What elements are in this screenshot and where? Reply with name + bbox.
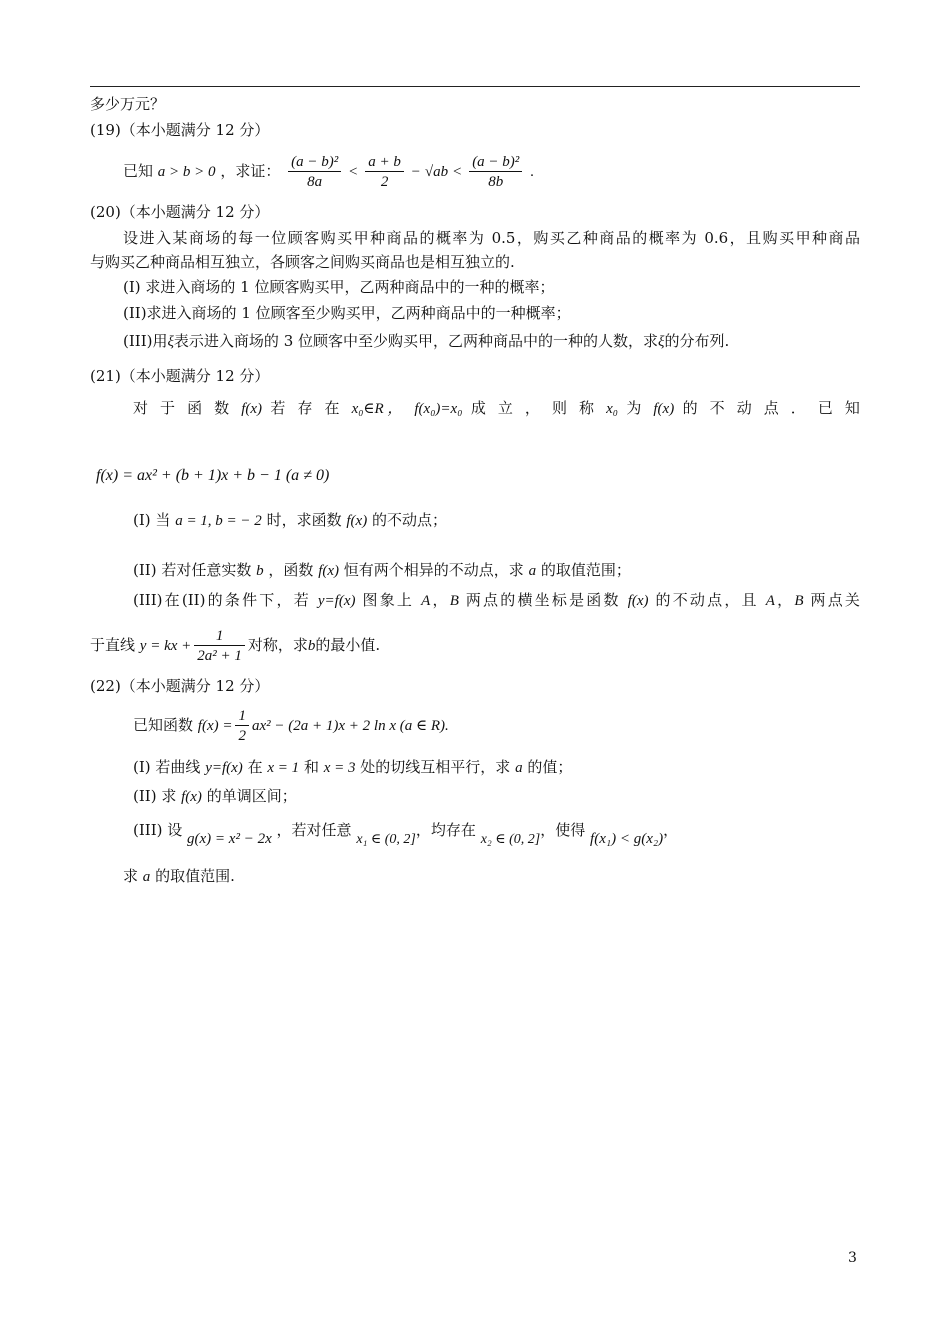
question-20-1: (I) 求进入商场的 1 位顾客购买甲，乙两种商品中的一种的概率；: [123, 278, 555, 296]
text-span: (III)在(II)的条件下，若: [133, 591, 311, 609]
math-inline: a > b > 0: [157, 164, 216, 180]
math-inline: x = 1: [267, 760, 300, 776]
question-21-3: [133, 590, 860, 611]
text-span: 的分布列.: [664, 332, 730, 350]
text-span: 已知函数: [133, 716, 194, 734]
text-span: 若 存 在: [270, 399, 344, 417]
text-span: ，均存在: [415, 821, 476, 839]
text-span: 于直线: [90, 636, 136, 654]
math-inline: f(x): [241, 401, 263, 417]
math-symbol: <: [452, 164, 462, 180]
math-inline: x₀: [606, 401, 618, 417]
denominator: 8b: [488, 173, 504, 190]
text-span: 求: [123, 867, 139, 885]
math-inline: f(x): [653, 401, 675, 417]
math-symbol: <: [349, 164, 358, 180]
math-inline: A: [765, 593, 775, 609]
text-span: 表示进入商场的 3 位顾客中至少购买甲，乙两种商品中的一种的人数，求: [173, 332, 659, 350]
math-inline: a: [515, 760, 523, 776]
question-22-2: [133, 786, 297, 807]
text-span: 两点关: [810, 591, 860, 609]
text-span: (II) 若对任意实数: [133, 561, 252, 579]
numerator: 1: [235, 707, 249, 726]
math-inline: f(x) =: [197, 718, 233, 734]
question-22-3-continued: [123, 866, 235, 887]
fraction: [469, 153, 522, 192]
problem-21-statement: [133, 398, 860, 419]
question-21-2: [133, 560, 631, 581]
numerator: 1: [194, 627, 245, 646]
math-inline: f(x₀)=x₀: [414, 401, 463, 417]
question-20-3: [123, 331, 729, 352]
text-span: 处的切线互相平行，求: [360, 758, 511, 776]
text-span: ，求证：: [220, 162, 281, 180]
denominator: 8a: [307, 173, 323, 190]
text-span: 图象上: [362, 591, 415, 609]
math-inline: a: [142, 869, 151, 885]
question-21-1: [133, 510, 447, 531]
text-span: ，: [774, 591, 795, 609]
math-inline: b: [307, 638, 316, 654]
text-span: ，使得: [540, 821, 586, 839]
math-inline: a = 1, b = − 2: [175, 513, 262, 529]
math-inline: ξ: [167, 334, 174, 350]
header-rule: [90, 86, 860, 87]
math-symbol: −: [411, 164, 421, 180]
text-span: ，: [430, 591, 450, 609]
math-inline: ax² − (2a + 1)x + 2 ln x (a ∈ R).: [251, 718, 449, 734]
fraction: [194, 627, 245, 666]
text-span: ，函数: [268, 561, 314, 579]
text-span: (I) 当: [133, 511, 171, 529]
text-span: (III) 设: [133, 821, 183, 839]
text-span: ，若对任意: [276, 821, 352, 839]
fraction: [365, 153, 404, 192]
text-span: 的不动点，且: [655, 591, 759, 609]
question-20-2: (II)求进入商场的 1 位顾客至少购买甲，乙两种商品中的一种概率；: [123, 304, 571, 322]
math-inline: B: [449, 593, 459, 609]
text-span: 成 立 ， 则 称: [470, 399, 598, 417]
text-span: 恒有两个相异的不动点，求: [343, 561, 524, 579]
text-span: 的不动点；: [372, 511, 448, 529]
denominator: 2a² + 1: [197, 647, 242, 664]
math-sqrt: √ab: [424, 164, 449, 180]
problem-20-heading: (20)（本小题满分 12 分）: [90, 203, 270, 221]
text-span: (II) 求: [133, 787, 177, 805]
math-inline: y=f(x): [205, 760, 243, 776]
math-inline: y = kx +: [139, 638, 192, 654]
text-span: 对 于 函 数: [133, 399, 233, 417]
problem-22-statement: [133, 702, 449, 749]
math-inline: x₁ ∈ (0, 2]: [356, 832, 416, 847]
math-inline: f(x): [627, 593, 649, 609]
math-inline: f(x): [318, 563, 340, 579]
text-span: ，: [663, 821, 679, 839]
fraction: [288, 153, 341, 192]
problem-21-heading: (21)（本小题满分 12 分）: [90, 367, 270, 385]
page-number: 3: [848, 1250, 857, 1266]
math-inline: a: [528, 563, 537, 579]
fraction: [235, 707, 249, 746]
text-line: 设进入某商场的每一位顾客购买甲种商品的概率为 0.5，购买乙种商品的概率为 0.6，且购买甲种商品: [123, 229, 860, 247]
text-span: 的单调区间；: [206, 787, 297, 805]
numerator: a + b: [365, 153, 404, 172]
text-span: 两点的横坐标是函数: [465, 591, 621, 609]
denominator: 2: [238, 727, 246, 744]
numerator: (a − b)²: [469, 153, 522, 172]
text-span: 的值；: [527, 758, 573, 776]
math-inline: x = 3: [323, 760, 356, 776]
problem-22-heading: (22)（本小题满分 12 分）: [90, 677, 270, 695]
text-span: 已知: [123, 162, 154, 180]
text-span: 的取值范围.: [155, 867, 235, 885]
math-inline: f(x): [181, 789, 202, 805]
math-symbol: .: [530, 164, 534, 180]
problem-19-statement: [123, 146, 534, 197]
text-span: (III)用: [123, 332, 168, 350]
math-inline: f(x): [346, 513, 368, 529]
math-inline: A: [421, 593, 431, 609]
question-22-1: [133, 757, 572, 778]
math-inline: b: [256, 563, 264, 579]
math-inline: B: [794, 593, 804, 609]
text-span: 对称，求: [247, 636, 308, 654]
problem-19-heading: (19)（本小题满分 12 分）: [90, 121, 270, 139]
text-span: 时，求函数: [266, 511, 342, 529]
math-inline: f(x₁) < g(x₂): [590, 831, 664, 847]
text-span: 为: [626, 399, 645, 417]
math-inline: x₀∈R，: [351, 401, 406, 417]
denominator: 2: [380, 173, 389, 190]
text-line: 多少万元？: [90, 95, 166, 113]
math-inline: g(x) = x² − 2x: [187, 831, 272, 847]
math-inline: ξ: [658, 334, 665, 350]
math-inline: y=f(x): [317, 593, 356, 609]
text-line: 与购买乙种商品相互独立，各顾客之间购买商品也是相互独立的.: [90, 253, 515, 271]
text-span: 的 不 动 点 ． 已 知: [682, 399, 860, 417]
text-span: 和: [303, 758, 319, 776]
question-22-3: [133, 820, 679, 847]
math-inline: x₂ ∈ (0, 2]: [480, 832, 541, 847]
text-span: 在: [247, 758, 263, 776]
function-definition: f(x) = ax² + (b + 1)x + b − 1 (a ≠ 0): [96, 467, 330, 484]
numerator: (a − b)²: [288, 153, 341, 172]
text-span: 的最小值.: [315, 636, 381, 654]
question-21-3-continued: [90, 622, 380, 669]
text-span: (I) 若曲线: [133, 758, 201, 776]
text-span: 的取值范围；: [540, 561, 631, 579]
